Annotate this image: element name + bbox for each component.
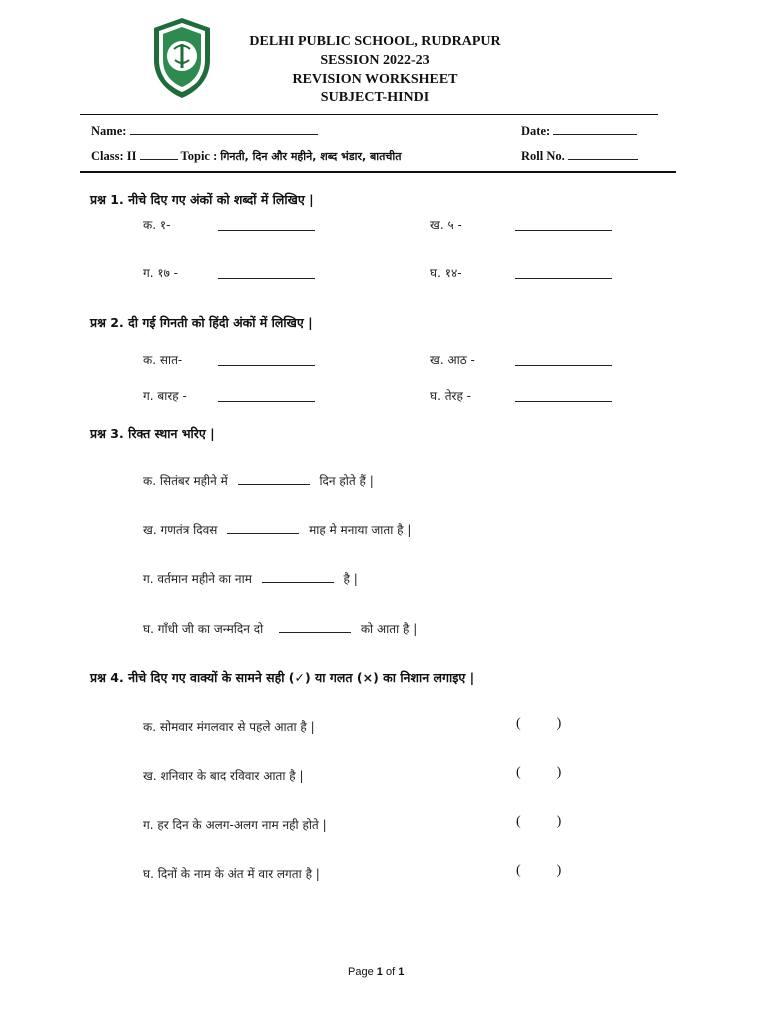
class-value: II bbox=[126, 149, 137, 163]
name-label: Name: bbox=[91, 124, 127, 138]
q3-blank-b[interactable] bbox=[227, 521, 299, 534]
paren-open: ( bbox=[516, 863, 521, 878]
page-number bbox=[348, 966, 404, 978]
q2-item-a: क. सात- bbox=[143, 353, 183, 367]
class-row bbox=[91, 147, 402, 164]
q1-blank-d[interactable] bbox=[515, 266, 612, 279]
roll-field[interactable] bbox=[521, 147, 638, 164]
page-current: 1 bbox=[376, 966, 383, 978]
paren-close: ) bbox=[556, 863, 562, 878]
paren-open: ( bbox=[516, 765, 521, 780]
session: SESSION 2022-23 bbox=[320, 53, 430, 68]
q3-line-a bbox=[143, 472, 374, 489]
q4-item-d: घ. दिनों के नाम के अंत में वार लगता है | bbox=[143, 867, 320, 881]
topic-label: Topic : bbox=[180, 149, 218, 163]
q3-d-before: घ. गाँधी जी का जन्मदिन दो bbox=[143, 622, 264, 636]
paren-open: ( bbox=[516, 716, 521, 731]
q2-blank-b[interactable] bbox=[515, 353, 612, 366]
q3-a-before: क. सितंबर महीने में bbox=[143, 474, 228, 488]
q3-b-after: माह मे मनाया जाता है | bbox=[309, 523, 412, 537]
q1-item-d: घ. १४- bbox=[430, 266, 462, 280]
date-field[interactable] bbox=[521, 122, 637, 139]
header-divider-bottom bbox=[80, 171, 676, 173]
q3-d-after: को आता है | bbox=[360, 622, 418, 636]
q4-item-b: ख. शनिवार के बाद रविवार आता है | bbox=[143, 769, 304, 783]
q2-item-c: ग. बारह - bbox=[143, 389, 187, 403]
roll-label: Roll No. bbox=[521, 149, 565, 163]
q4-box-b[interactable] bbox=[516, 765, 561, 781]
school-logo bbox=[150, 16, 214, 100]
subject: SUBJECT-HINDI bbox=[320, 90, 430, 105]
q4-item-a: क. सोमवार मंगलवार से पहले आता है | bbox=[143, 720, 315, 734]
q2-item-d: घ. तेरह - bbox=[430, 389, 471, 403]
q1-blank-b[interactable] bbox=[515, 218, 612, 231]
q2-blank-a[interactable] bbox=[218, 353, 315, 366]
paren-close: ) bbox=[556, 716, 562, 731]
date-label: Date: bbox=[521, 124, 551, 138]
school-name: DELHI PUBLIC SCHOOL, RUDRAPUR bbox=[249, 34, 501, 49]
page-total: 1 bbox=[398, 966, 405, 978]
class-blank[interactable] bbox=[140, 147, 178, 160]
class-label: Class: bbox=[91, 149, 124, 163]
page-of: of bbox=[385, 966, 396, 978]
q3-line-d bbox=[143, 620, 417, 637]
q3-a-after: दिन होते हैं | bbox=[319, 474, 374, 488]
q1-blank-c[interactable] bbox=[218, 266, 315, 279]
q1-blank-a[interactable] bbox=[218, 218, 315, 231]
q1-title: प्रश्न 1. नीचे दिए गए अंकों को शब्दों में लिखिए | bbox=[90, 192, 314, 207]
paren-close: ) bbox=[556, 814, 562, 829]
q2-item-b: ख. आठ - bbox=[430, 353, 475, 367]
q2-title: प्रश्न 2. दी गई गिनती को हिंदी अंकों में लिखिए | bbox=[90, 315, 313, 330]
q4-box-c[interactable] bbox=[516, 814, 561, 830]
q2-blank-d[interactable] bbox=[515, 389, 612, 402]
topic-value: गिनती, दिन और महीने, शब्द भंडार, बातचीत bbox=[220, 150, 402, 163]
paren-open: ( bbox=[516, 814, 521, 829]
q3-blank-c[interactable] bbox=[262, 570, 334, 583]
q2-blank-c[interactable] bbox=[218, 389, 315, 402]
q3-title: प्रश्न 3. रिक्त स्थान भरिए | bbox=[90, 426, 215, 441]
q4-item-c: ग. हर दिन के अलग-अलग नाम नही होते | bbox=[143, 818, 327, 832]
page-prefix: Page bbox=[348, 966, 374, 978]
q3-line-b bbox=[143, 521, 411, 538]
roll-blank[interactable] bbox=[568, 147, 638, 160]
header-divider-top bbox=[80, 114, 658, 115]
q3-blank-a[interactable] bbox=[238, 472, 310, 485]
name-field[interactable] bbox=[91, 122, 318, 139]
q3-blank-d[interactable] bbox=[279, 620, 351, 633]
date-blank[interactable] bbox=[553, 122, 637, 135]
q3-c-before: ग. वर्तमान महीने का नाम bbox=[143, 572, 252, 586]
q3-b-before: ख. गणतंत्र दिवस bbox=[143, 523, 218, 537]
q3-line-c bbox=[143, 570, 358, 587]
q1-item-a: क. १- bbox=[143, 218, 171, 232]
q1-item-b: ख. ५ - bbox=[430, 218, 462, 232]
paren-close: ) bbox=[556, 765, 562, 780]
q1-item-c: ग. १७ - bbox=[143, 266, 179, 280]
q4-title: प्रश्न 4. नीचे दिए गए वाक्यों के सामने सही (✓) या गलत (×) का निशान लगाइए | bbox=[90, 670, 475, 685]
q4-box-d[interactable] bbox=[516, 863, 561, 879]
q3-c-after: है | bbox=[343, 572, 358, 586]
worksheet-title: REVISION WORKSHEET bbox=[292, 72, 458, 87]
name-blank[interactable] bbox=[130, 122, 318, 135]
q4-box-a[interactable] bbox=[516, 716, 561, 732]
